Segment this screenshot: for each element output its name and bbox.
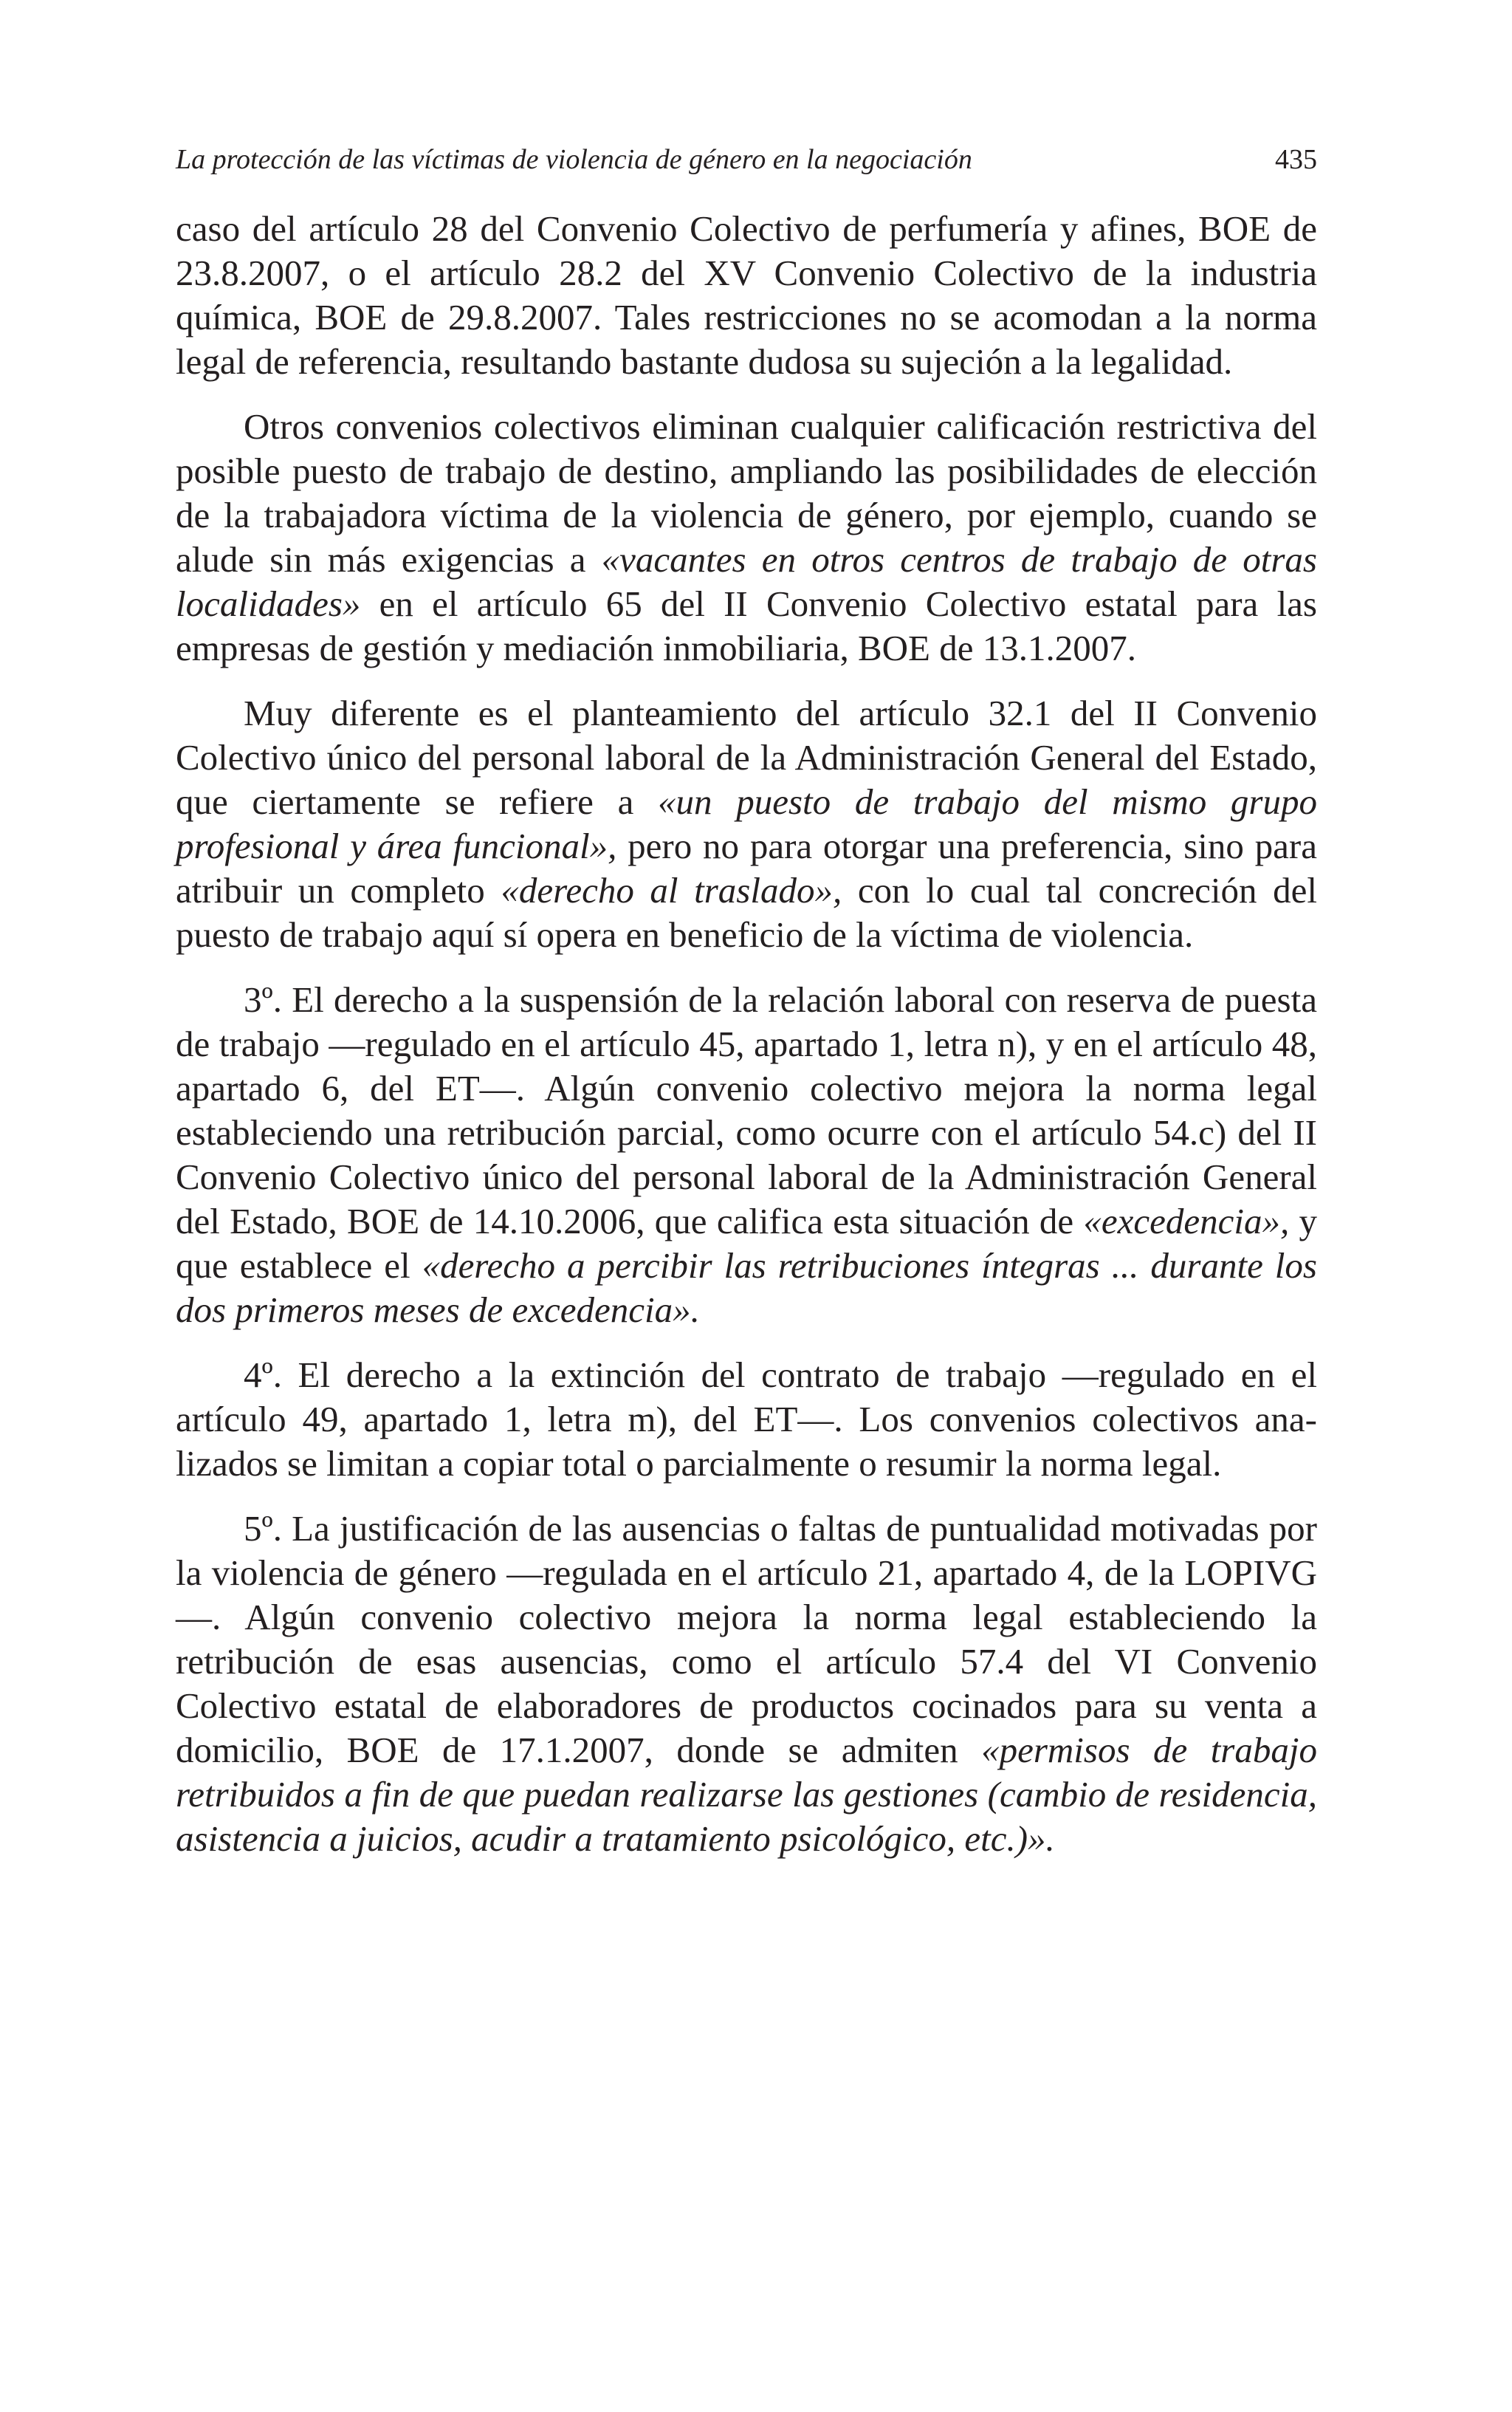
paragraph-2-text-1: Otros convenios colectivos eliminan cualquier calificación restrictiva del posible puesto de trabajo de destino, ampliando las posibilidades de elección de la trabajadora víctima de la violencia de género, por ejemplo, cuando se alude sin más exigencias a <box>176 406 1317 580</box>
paragraph-3-text-1: Muy diferente es el planteamiento del artículo 32.1 del II Convenio Colectivo único del personal laboral de la Administración General del Estado, que ciertamente se refiere a <box>176 693 1317 822</box>
running-title: La protección de las víctimas de violencia de género en la negociación <box>176 144 972 175</box>
paragraph-3-text-2: pero no para otorgar una preferencia, sino para atribuir un completo <box>176 826 1318 911</box>
paragraph-3 <box>176 691 1317 957</box>
paragraph-2-quote-1: «vacantes en otros centros de trabajo de otras localidades» <box>176 539 1317 624</box>
book-page <box>176 133 1317 1882</box>
paragraph-4-text-2: y que establece el <box>176 1201 1317 1286</box>
paragraph-6 <box>176 1507 1317 1861</box>
paragraph-4-quote-2: «derecho a percibir las retribuciones íntegras ... durante los dos primeros meses de excedencia». <box>176 1245 1317 1330</box>
paragraph-3-quote-1: «un puesto de trabajo del mismo grupo profesional y área funcional», <box>176 781 1317 866</box>
paragraph-4 <box>176 978 1317 1332</box>
paragraph-6-quote-1: «permisos de trabajo retribuidos a fin de que puedan realizarse las gestiones (cambio de residencia, asistencia a juicios, acudir a tratamiento psicológico, etc.)». <box>176 1730 1317 1859</box>
paragraph-1-text-1: caso del artículo 28 del Convenio Colectivo de perfumería y afines, BOE de 23.8.2007, o el artículo 28.2 del XV Convenio Colectivo de la industria química, BOE de 29.8.2007. Tales restricciones no se acomodan a la norma legal de referencia, resultando bastante dudosa su sujeción a la legalidad. <box>176 208 1317 382</box>
body-text <box>176 207 1317 1861</box>
paragraph-2-text-2: en el artículo 65 del II Convenio Colectivo estatal para las empresas de gestión y mediación inmobiliaria, BOE de 13.1.2007. <box>176 583 1317 668</box>
running-header <box>176 133 1317 186</box>
paragraph-1 <box>176 207 1317 384</box>
paragraph-6-text-1: 5º. La justificación de las ausencias o faltas de puntualidad motivadas por la violencia de género —regulada en el artículo 21, apartado 4, de la LOPIVG—. Algún convenio colectivo mejora la norma legal estableciendo la retribución de esas ausencias, como el artículo 57.4 del VI Convenio Colectivo estatal de elaboradores de productos cocinados para su venta a domicilio, BOE de 17.1.2007, donde se admiten <box>176 1508 1317 1770</box>
paragraph-5 <box>176 1353 1317 1486</box>
paragraph-3-quote-2: «derecho al traslado», <box>501 870 842 911</box>
paragraph-5-text-1: 4º. El derecho a la extinción del contrato de trabajo —regulado en el artículo 49, apartado 1, letra m), del ET—. Los convenios colectivos analizados se limitan a copiar total o parcialmente o resumir la norma legal. <box>176 1354 1317 1484</box>
page-number: 435 <box>1275 144 1317 175</box>
paragraph-4-quote-1: «excedencia», <box>1083 1201 1290 1241</box>
paragraph-2 <box>176 405 1317 671</box>
paragraph-4-text-1: 3º. El derecho a la suspensión de la relación laboral con reserva de puesta de trabajo —regulado en el artículo 45, apartado 1, letra n), y en el artículo 48, apartado 6, del ET—. Algún convenio colectivo mejora la norma legal estableciendo una retribución parcial, como ocurre con el artículo 54.c) del II Convenio Colectivo único del personal laboral de la Administración General del Estado, BOE de 14.10.2006, que califica esta situación de <box>176 979 1317 1241</box>
paragraph-3-text-3: con lo cual tal concreción del puesto de trabajo aquí sí opera en beneficio de la víctima de violencia. <box>176 870 1317 955</box>
